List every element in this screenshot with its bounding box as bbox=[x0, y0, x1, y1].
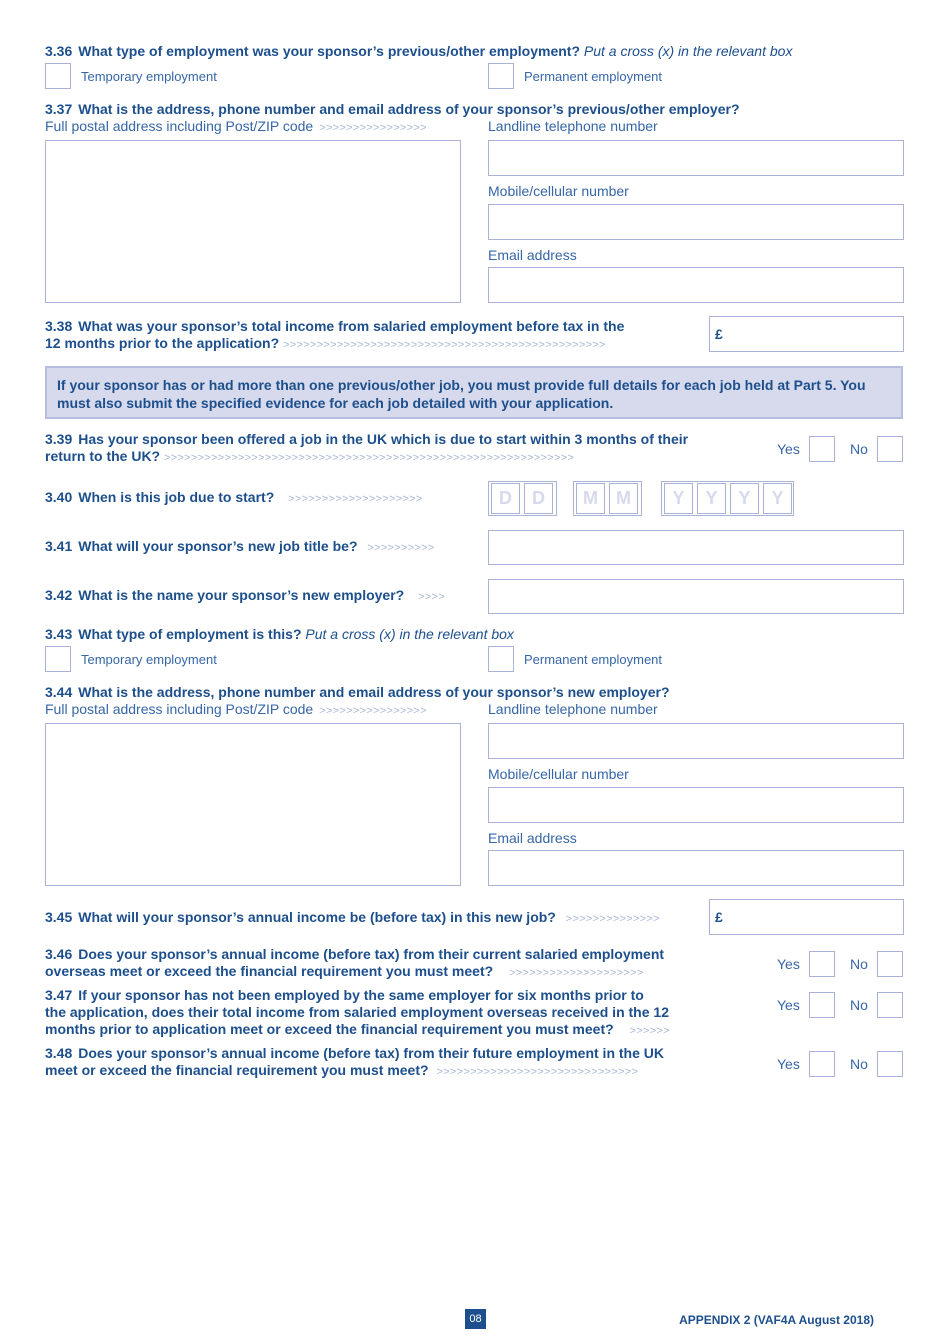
q340-month-group bbox=[573, 481, 642, 516]
q342-label bbox=[45, 587, 445, 606]
q337-label bbox=[45, 101, 740, 118]
q340-year-4[interactable]: Y bbox=[763, 483, 792, 514]
notice-text: If your sponsor has or had more than one previous/other job, you must provide full details for each job held at Part 5. You must also submit the specified evidence for each job detailed with your application. bbox=[57, 377, 866, 411]
q346-no-checkbox[interactable] bbox=[877, 951, 903, 977]
q348-no-checkbox[interactable] bbox=[877, 1051, 903, 1077]
q342-text: What is the name your sponsor’s new employer? bbox=[78, 587, 405, 603]
q340-day-group bbox=[488, 481, 557, 516]
q340-month-2[interactable]: M bbox=[609, 483, 638, 514]
multiple-jobs-notice bbox=[45, 366, 903, 419]
q347-label bbox=[45, 987, 670, 1040]
q345-currency-symbol: £ bbox=[715, 909, 723, 925]
q347-line3: months prior to application meet or exceed the financial requirement you must meet? bbox=[45, 1021, 614, 1037]
q336-number: 3.36 bbox=[45, 43, 73, 59]
q342-employer-name-input[interactable] bbox=[488, 579, 904, 614]
q340-year-3[interactable]: Y bbox=[730, 483, 759, 514]
q339-number: 3.39 bbox=[45, 431, 73, 447]
q344-landline-input[interactable] bbox=[488, 723, 904, 759]
q347-no-label: No bbox=[850, 997, 868, 1013]
q344-address-input[interactable] bbox=[45, 723, 461, 886]
q344-label bbox=[45, 684, 670, 701]
q348-no-label: No bbox=[850, 1056, 868, 1072]
q346-no-label: No bbox=[850, 956, 868, 972]
q342-number: 3.42 bbox=[45, 587, 73, 603]
q348-arrows: >>>>>>>>>>>>>>>>>>>>>>>>>>>>>> bbox=[436, 1066, 639, 1078]
q340-year-2[interactable]: Y bbox=[697, 483, 726, 514]
q347-line1: If your sponsor has not been employed by the same employer for six months prior to bbox=[78, 987, 644, 1003]
q344-number: 3.44 bbox=[45, 684, 73, 700]
q348-yes-label: Yes bbox=[777, 1056, 800, 1072]
q337-landline-label: Landline telephone number bbox=[488, 118, 658, 134]
q345-label bbox=[45, 909, 660, 928]
q343-hint: Put a cross (x) in the relevant box bbox=[305, 626, 514, 642]
q346-yes-label: Yes bbox=[777, 956, 800, 972]
q343-label bbox=[45, 626, 514, 643]
q339-line1: Has your sponsor been offered a job in the UK which is due to start within 3 months of their bbox=[78, 431, 689, 447]
q339-no-checkbox[interactable] bbox=[877, 436, 903, 462]
q346-yes-checkbox[interactable] bbox=[809, 951, 835, 977]
q346-line1: Does your sponsor’s annual income (before tax) from their current salaried employment bbox=[78, 946, 665, 962]
q344-email-label: Email address bbox=[488, 830, 577, 846]
q341-job-title-input[interactable] bbox=[488, 530, 904, 565]
q338-number: 3.38 bbox=[45, 318, 73, 334]
q338-label bbox=[45, 318, 624, 354]
q339-arrows: >>>>>>>>>>>>>>>>>>>>>>>>>>>>>>>>>>>>>>>>>>>>>>>>>>>>>>>>>>>>> bbox=[164, 452, 575, 464]
q342-arrows: >>>> bbox=[418, 591, 446, 603]
q343-number: 3.43 bbox=[45, 626, 73, 642]
q339-label bbox=[45, 431, 688, 467]
q339-yes-checkbox[interactable] bbox=[809, 436, 835, 462]
q337-number: 3.37 bbox=[45, 101, 73, 117]
q340-year-group bbox=[661, 481, 794, 516]
q344-text: What is the address, phone number and email address of your sponsor’s new employer? bbox=[78, 684, 670, 700]
q348-yes-checkbox[interactable] bbox=[809, 1051, 835, 1077]
q337-text: What is the address, phone number and email address of your sponsor’s previous/other employer? bbox=[78, 101, 740, 117]
q337-address-label-text: Full postal address including Post/ZIP code bbox=[45, 118, 314, 134]
q338-line1: What was your sponsor’s total income from salaried employment before tax in the bbox=[78, 318, 625, 334]
q336-temporary-label: Temporary employment bbox=[81, 69, 217, 84]
q337-mobile-input[interactable] bbox=[488, 204, 904, 240]
appendix-footer: APPENDIX 2 (VAF4A August 2018) bbox=[679, 1313, 874, 1327]
q347-no-checkbox[interactable] bbox=[877, 992, 903, 1018]
q336-permanent-label: Permanent employment bbox=[524, 69, 663, 84]
q346-number: 3.46 bbox=[45, 946, 73, 962]
q344-email-input[interactable] bbox=[488, 850, 904, 886]
q337-email-input[interactable] bbox=[488, 267, 904, 303]
q344-mobile-label: Mobile/cellular number bbox=[488, 766, 629, 782]
q343-permanent-label: Permanent employment bbox=[524, 652, 663, 667]
q337-landline-input[interactable] bbox=[488, 140, 904, 176]
q343-temporary-checkbox[interactable] bbox=[45, 646, 71, 672]
q341-text: What will your sponsor’s new job title be? bbox=[78, 538, 358, 554]
q338-currency-symbol: £ bbox=[715, 326, 723, 342]
q343-text: What type of employment is this? bbox=[78, 626, 302, 642]
q340-year-1[interactable]: Y bbox=[664, 483, 693, 514]
q337-address-label bbox=[45, 118, 427, 137]
q348-line2: meet or exceed the financial requirement you must meet? bbox=[45, 1062, 429, 1078]
q347-yes-label: Yes bbox=[777, 997, 800, 1013]
q336-temporary-checkbox[interactable] bbox=[45, 63, 71, 89]
q346-line2: overseas meet or exceed the financial requirement you must meet? bbox=[45, 963, 494, 979]
q347-line2: the application, does their total income from salaried employment overseas received in the 12 bbox=[45, 1004, 669, 1020]
q338-arrows: >>>>>>>>>>>>>>>>>>>>>>>>>>>>>>>>>>>>>>>>>>>>>>>> bbox=[283, 339, 606, 351]
q348-label bbox=[45, 1045, 664, 1081]
q337-address-input[interactable] bbox=[45, 140, 461, 303]
q340-number: 3.40 bbox=[45, 489, 73, 505]
q339-yes-label: Yes bbox=[777, 441, 800, 457]
q339-line2: return to the UK? bbox=[45, 448, 161, 464]
q344-landline-label: Landline telephone number bbox=[488, 701, 658, 717]
q341-number: 3.41 bbox=[45, 538, 73, 554]
q341-label bbox=[45, 538, 435, 557]
q344-address-label-text: Full postal address including Post/ZIP code bbox=[45, 701, 314, 717]
q345-income-input[interactable] bbox=[709, 899, 904, 935]
page-number: 08 bbox=[465, 1309, 486, 1329]
q347-arrows: >>>>>> bbox=[629, 1025, 670, 1037]
q336-hint: Put a cross (x) in the relevant box bbox=[583, 43, 793, 59]
q343-permanent-checkbox[interactable] bbox=[488, 646, 514, 672]
q339-no-label: No bbox=[850, 441, 868, 457]
q338-income-input[interactable] bbox=[709, 316, 904, 352]
q337-mobile-label: Mobile/cellular number bbox=[488, 183, 629, 199]
q348-line1: Does your sponsor’s annual income (before tax) from their future employment in the UK bbox=[78, 1045, 665, 1061]
q337-email-label: Email address bbox=[488, 247, 577, 263]
q347-yes-checkbox[interactable] bbox=[809, 992, 835, 1018]
q340-day-2[interactable]: D bbox=[524, 483, 553, 514]
q338-line2: 12 months prior to the application? bbox=[45, 335, 280, 351]
q344-address-arrows: >>>>>>>>>>>>>>>> bbox=[319, 705, 427, 717]
q347-number: 3.47 bbox=[45, 987, 73, 1003]
q345-number: 3.45 bbox=[45, 909, 73, 925]
q340-arrows: >>>>>>>>>>>>>>>>>>>> bbox=[288, 493, 423, 505]
q344-address-label bbox=[45, 701, 427, 720]
q340-month-1[interactable]: M bbox=[576, 483, 605, 514]
q344-mobile-input[interactable] bbox=[488, 787, 904, 823]
q348-number: 3.48 bbox=[45, 1045, 73, 1061]
q345-text: What will your sponsor’s annual income be (before tax) in this new job? bbox=[78, 909, 556, 925]
q346-arrows: >>>>>>>>>>>>>>>>>>>> bbox=[509, 967, 644, 979]
q337-address-arrows: >>>>>>>>>>>>>>>> bbox=[319, 122, 427, 134]
q341-arrows: >>>>>>>>>> bbox=[367, 542, 435, 554]
q340-label bbox=[45, 489, 423, 508]
q336-permanent-checkbox[interactable] bbox=[488, 63, 514, 89]
q336-text: What type of employment was your sponsor’s previous/other employment? bbox=[78, 43, 581, 59]
q340-text: When is this job due to start? bbox=[78, 489, 275, 505]
q345-arrows: >>>>>>>>>>>>>> bbox=[565, 913, 660, 925]
q346-label bbox=[45, 946, 664, 982]
q340-day-1[interactable]: D bbox=[491, 483, 520, 514]
q336-label bbox=[45, 43, 792, 60]
q343-temporary-label: Temporary employment bbox=[81, 652, 217, 667]
